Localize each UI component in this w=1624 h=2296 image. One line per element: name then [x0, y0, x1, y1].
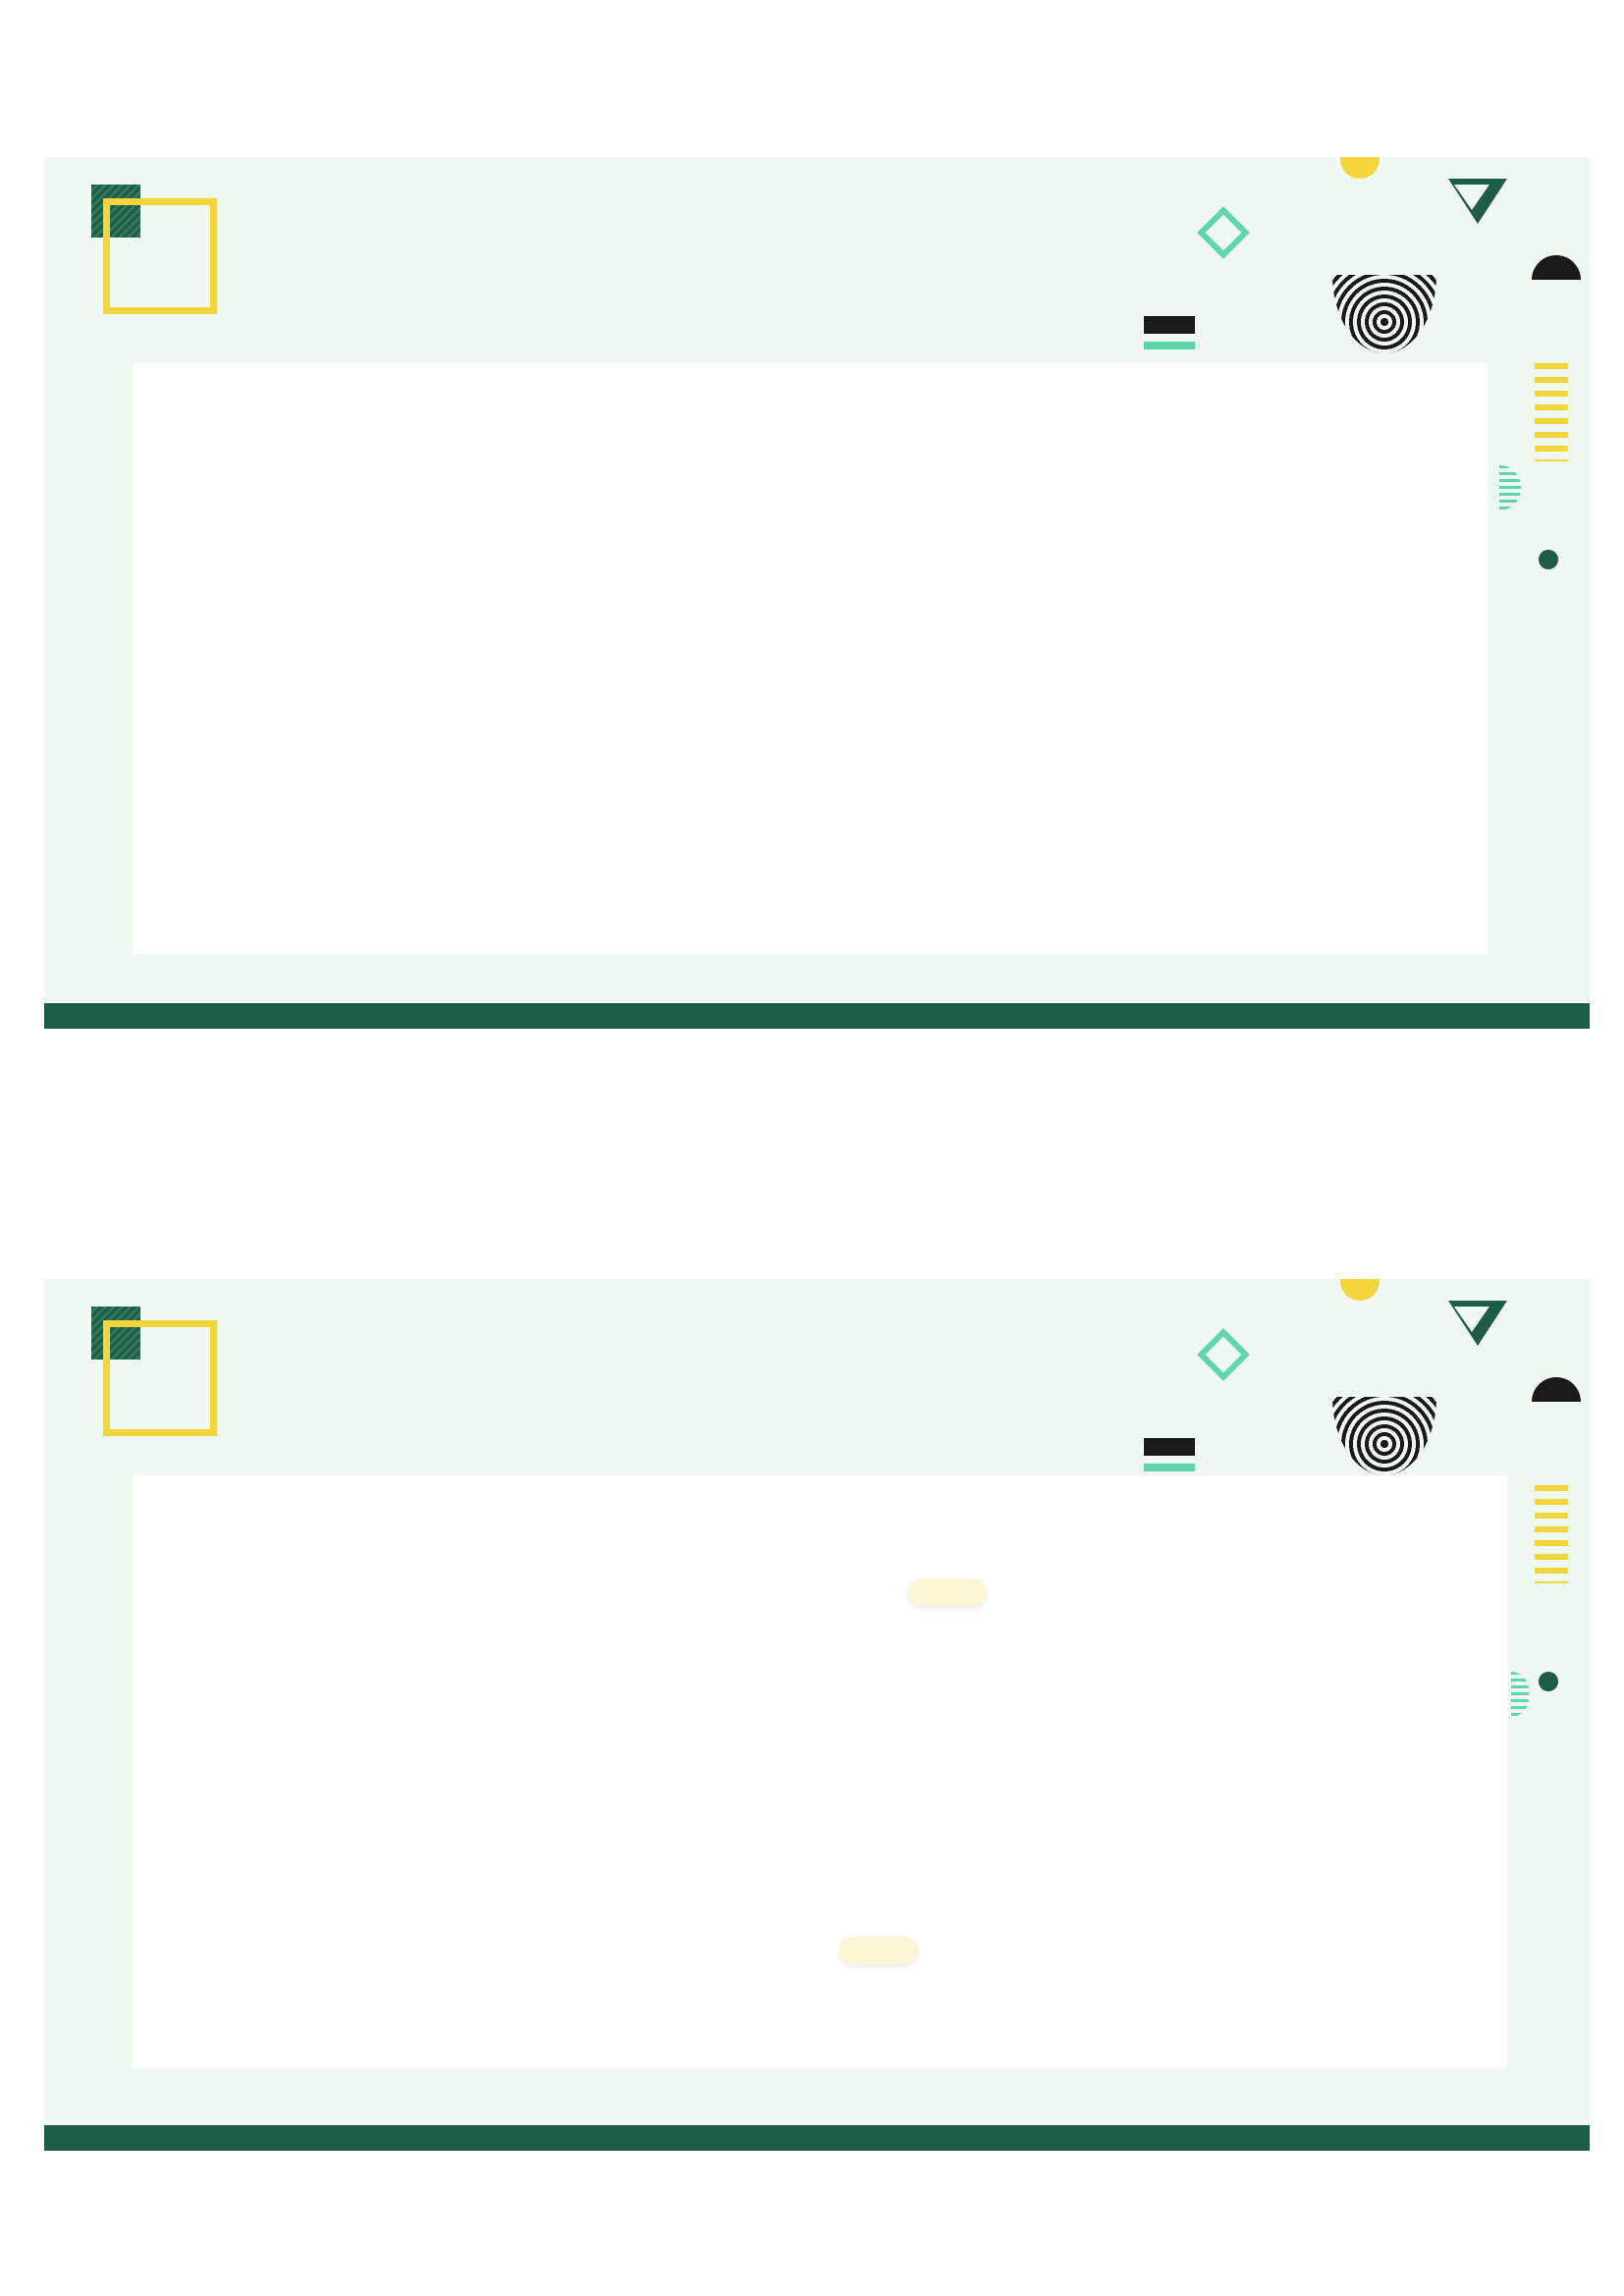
diamond-icon — [1197, 206, 1250, 259]
dome-icon — [1532, 255, 1581, 280]
badge-frame — [103, 198, 217, 314]
green-bar-icon — [1144, 342, 1195, 349]
content-panel — [133, 363, 1488, 954]
bar-chart — [44, 1279, 1590, 2151]
slide-footer-bar — [44, 2125, 1590, 2151]
slide-07 — [44, 1279, 1590, 2151]
zigzag-icon — [1535, 363, 1568, 461]
dot-icon — [1539, 550, 1558, 569]
slide-footer-bar — [44, 1003, 1590, 1029]
concentric-circles-icon — [1332, 275, 1436, 353]
dark-bar-icon — [1144, 316, 1195, 334]
half-circle-icon — [1340, 157, 1380, 179]
callout-health-insurance — [908, 1578, 987, 1606]
triangle-inner — [1454, 185, 1489, 210]
section-number-badge — [44, 157, 241, 353]
striped-half-circle-icon — [1499, 465, 1521, 510]
callout-full-payment — [839, 1937, 918, 1964]
slide-06 — [44, 157, 1590, 1029]
